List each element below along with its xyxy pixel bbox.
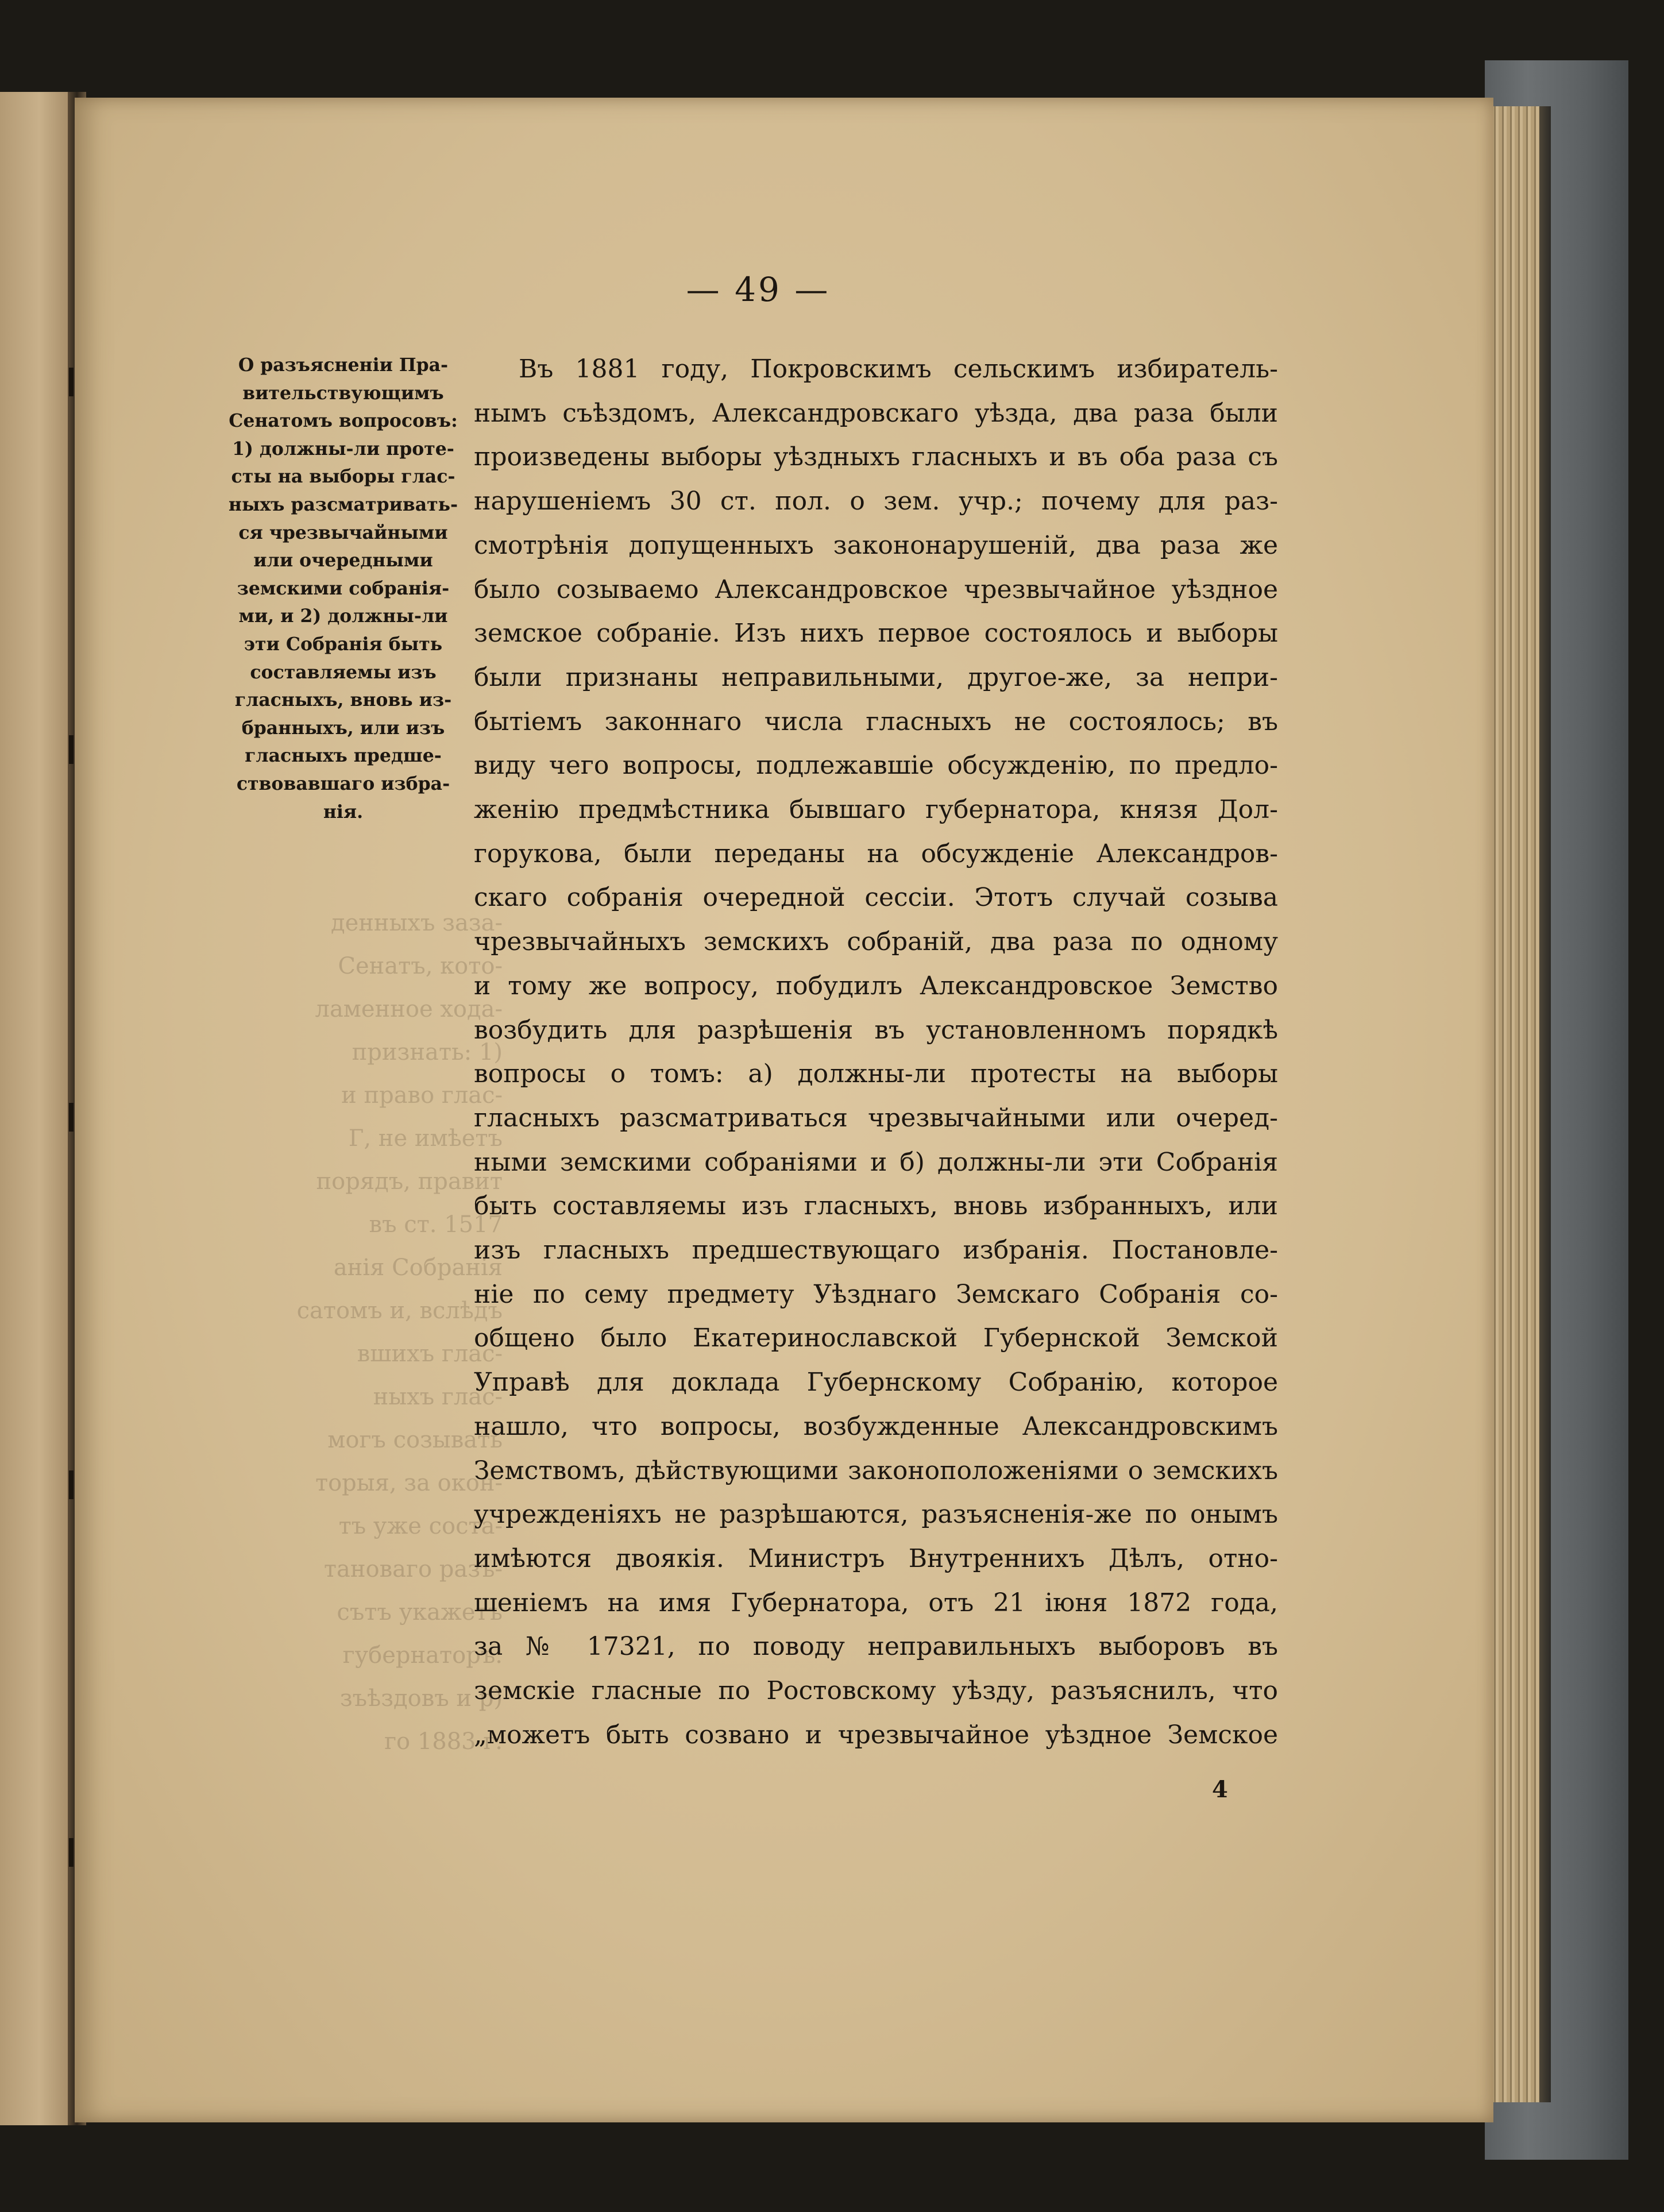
body-line: женію предмѣстника бывшаго губернатора, князя Дол- [474, 795, 1278, 825]
margin-note-line: эти Собранія быть [244, 633, 443, 655]
body-line: Управѣ для доклада Губернскому Собранію, которое [474, 1368, 1278, 1398]
body-line: учрежденіяхъ не разрѣшаются, разъясненія-же по онымъ [474, 1500, 1278, 1530]
body-line: скаго собранія очередной сессіи. Этотъ случай созыва [474, 883, 1278, 913]
signature-mark: 4 [1212, 1776, 1228, 1803]
body-line: шеніемъ на имя Губернатора, отъ 21 іюня 1872 года, [474, 1588, 1278, 1617]
body-line: быть составляемы изъ гласныхъ, вновь избранныхъ, или [474, 1191, 1278, 1221]
bleed-through-text: денныхъ заза- Сенатъ, кото- ламенное хода- признать: 1) и право глас- Г, не имѣетъ порядъ, правит въ ст. 1517 анія Собранія сатомъ и, вслѣдъ вшихъ глас- ныхъ глас- могъ созывать торыя, за окон- тъ уже соста- тановаго разъ- сътъ укажетъ губернаторъ. зъѣздовъ и р) го 1883 г. [296, 910, 503, 1755]
body-line: нымъ съѣздомъ, Александровскаго уѣзда, два раза были [474, 398, 1278, 428]
body-line: смотрѣнія допущенныхъ закононарушеній, два раза же [474, 530, 1278, 560]
page-edges-shadow [1539, 106, 1551, 2102]
body-line: горукова, были переданы на обсужденіе Александров- [474, 839, 1278, 868]
body-line: нашло, что вопросы, возбужденные Александровскимъ [474, 1411, 1278, 1441]
margin-note-line: составляемы изъ [250, 661, 437, 683]
body-line: ными земскими собраніями и б) должны-ли эти Собранія [474, 1147, 1278, 1177]
body-line: изъ гласныхъ предшествующаго избранія. Постановле- [474, 1236, 1278, 1265]
margin-note-line: вительствующимъ [242, 382, 444, 404]
body-line: бытіемъ законнаго числа гласныхъ не состоялось; въ [474, 707, 1278, 736]
margin-note-line: ствовавшаго избра- [236, 773, 450, 794]
body-line: Въ 1881 году, Покровскимъ сельскимъ избиратель- [519, 354, 1278, 384]
margin-note [227, 352, 460, 826]
margin-note-line: Сенатомъ вопросовъ: [229, 410, 458, 432]
margin-note-line: бранныхъ, или изъ [241, 717, 445, 739]
margin-note-line: земскими собранія- [237, 577, 450, 599]
body-line: Земствомъ, дѣйствующими законоположеніями о земскихъ [474, 1456, 1278, 1485]
body-line: имѣются двоякія. Министръ Внутреннихъ Дѣлъ, отно- [474, 1543, 1278, 1573]
body-line: виду чего вопросы, подлежавшіе обсужденію, по предло- [474, 751, 1278, 781]
body-line: вопросы о томъ: а) должны-ли протесты на выборы [474, 1059, 1278, 1089]
body-line: гласныхъ разсматриваться чрезвычайными или очеред- [474, 1103, 1278, 1133]
margin-note-line: ныхъ разсматривать- [228, 493, 458, 515]
margin-note-line: гласныхъ предше- [245, 745, 442, 767]
page-edges-stack [1491, 106, 1539, 2102]
margin-note-line: ми, и 2) должны-ли [238, 605, 448, 627]
margin-note-line: нія. [323, 801, 364, 823]
binding-stitch [69, 92, 74, 2125]
page-number: — 49 — [686, 270, 831, 309]
body-line: земскіе гласные по Ростовскому уѣзду, разъяснилъ, что [474, 1676, 1278, 1706]
body-line: возбудить для разрѣшенія въ установленномъ порядкѣ [474, 1015, 1278, 1045]
body-line: нарушеніемъ 30 ст. пол. о зем. учр.; почему для раз- [474, 487, 1278, 516]
body-line: чрезвычайныхъ земскихъ собраній, два раза по одному [474, 927, 1278, 957]
margin-note-line: ся чрезвычайными [238, 522, 448, 543]
body-line: за № 17321, по поводу неправильныхъ выборовъ въ [474, 1632, 1278, 1662]
body-paragraph [474, 348, 1278, 1758]
body-line: было созываемо Александровское чрезвычайное уѣздное [474, 574, 1278, 604]
margin-note-line: или очередными [253, 550, 433, 572]
margin-note-line: гласныхъ, вновь из- [234, 689, 452, 711]
body-line: ніе по сему предмету Уѣзднаго Земскаго Собранія со- [474, 1279, 1278, 1309]
margin-note-line: 1) должны-ли проте- [232, 438, 454, 460]
margin-note-line: сты на выборы глас- [231, 466, 455, 488]
body-line: общено было Екатеринославской Губернской Земской [474, 1323, 1278, 1353]
margin-note-line: О разъясненіи Пра- [238, 354, 449, 376]
body-line: произведены выборы уѣздныхъ гласныхъ и въ оба раза съ [474, 442, 1278, 472]
body-line: и тому же вопросу, побудилъ Александровское Земство [474, 971, 1278, 1001]
body-line: земское собраніе. Изъ нихъ первое состоялось и выборы [474, 619, 1278, 648]
facing-page-fragment [0, 92, 72, 2125]
body-line: „можетъ быть созвано и чрезвычайное уѣздное Земское [474, 1720, 1278, 1750]
body-line: были признаны неправильными, другое-же, за непри- [474, 662, 1278, 692]
